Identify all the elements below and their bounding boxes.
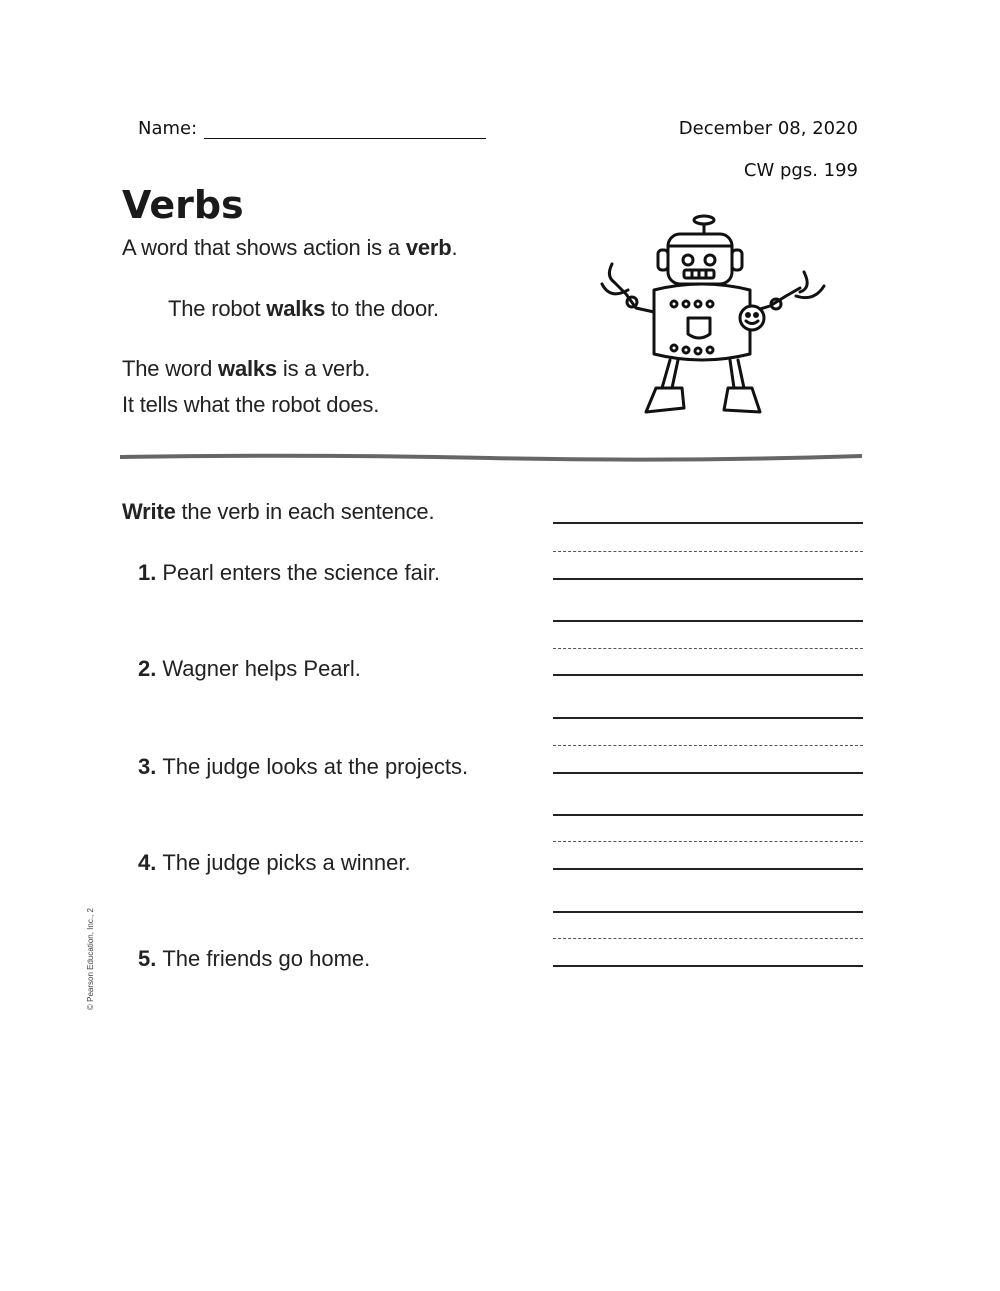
definition-pre: A word that shows action is a: [122, 235, 406, 260]
answer-mid-line: [553, 841, 863, 842]
page-reference: CW pgs. 199: [743, 160, 858, 181]
copyright-notice: © Pearson Education, Inc., 2: [86, 908, 95, 1010]
answer-base-line: [553, 674, 863, 676]
definition-post: .: [451, 235, 458, 260]
question-text: Wagner helps Pearl.: [162, 656, 361, 681]
explanation-line-2: It tells what the robot does.: [122, 392, 380, 417]
name-blank-line[interactable]: [204, 138, 486, 139]
exercise-instructions: [122, 499, 434, 525]
question-1: [138, 560, 440, 586]
example-sentence: [168, 296, 439, 322]
example-post: to the door.: [325, 296, 439, 321]
definition-text: [122, 235, 457, 261]
date-text: December 08, 2020: [678, 118, 858, 139]
question-number: 3.: [138, 754, 157, 779]
definition-bold: verb: [405, 235, 452, 260]
robot-illustration: [592, 212, 832, 427]
answer-mid-line: [553, 745, 863, 746]
question-number: 2.: [138, 656, 157, 681]
answer-top-line: [553, 717, 863, 719]
instructions-bold: Write: [122, 499, 176, 524]
name-label: Name:: [138, 118, 198, 139]
explain1-post: is a verb.: [276, 356, 371, 381]
answer-base-line: [553, 772, 863, 774]
explain1-pre: The word: [122, 356, 219, 381]
question-text: The judge picks a winner.: [162, 850, 411, 875]
answer-top-line: [553, 814, 863, 816]
answer-top-line: [553, 522, 863, 524]
question-number: 1.: [138, 560, 157, 585]
example-verb: walks: [266, 296, 326, 321]
question-4: [138, 850, 411, 876]
answer-base-line: [553, 578, 863, 580]
question-5: [138, 946, 370, 972]
question-number: 5.: [138, 946, 157, 971]
explain1-bold: walks: [218, 356, 277, 381]
question-text: The friends go home.: [162, 946, 371, 971]
answer-mid-line: [553, 648, 863, 649]
question-text: The judge looks at the projects.: [162, 754, 469, 779]
page-title: Verbs: [122, 183, 244, 227]
answer-top-line: [553, 620, 863, 622]
instructions-rest: the verb in each sentence.: [175, 499, 435, 524]
question-number: 4.: [138, 850, 157, 875]
explanation-line-1: [122, 356, 370, 382]
question-3: [138, 754, 468, 780]
question-2: [138, 656, 361, 682]
answer-base-line: [553, 868, 863, 870]
answer-base-line: [553, 965, 863, 967]
answer-mid-line: [553, 551, 863, 552]
section-divider: [120, 452, 862, 462]
answer-top-line: [553, 911, 863, 913]
answer-mid-line: [553, 938, 863, 939]
example-pre: The robot: [168, 296, 267, 321]
question-text: Pearl enters the science fair.: [162, 560, 440, 585]
